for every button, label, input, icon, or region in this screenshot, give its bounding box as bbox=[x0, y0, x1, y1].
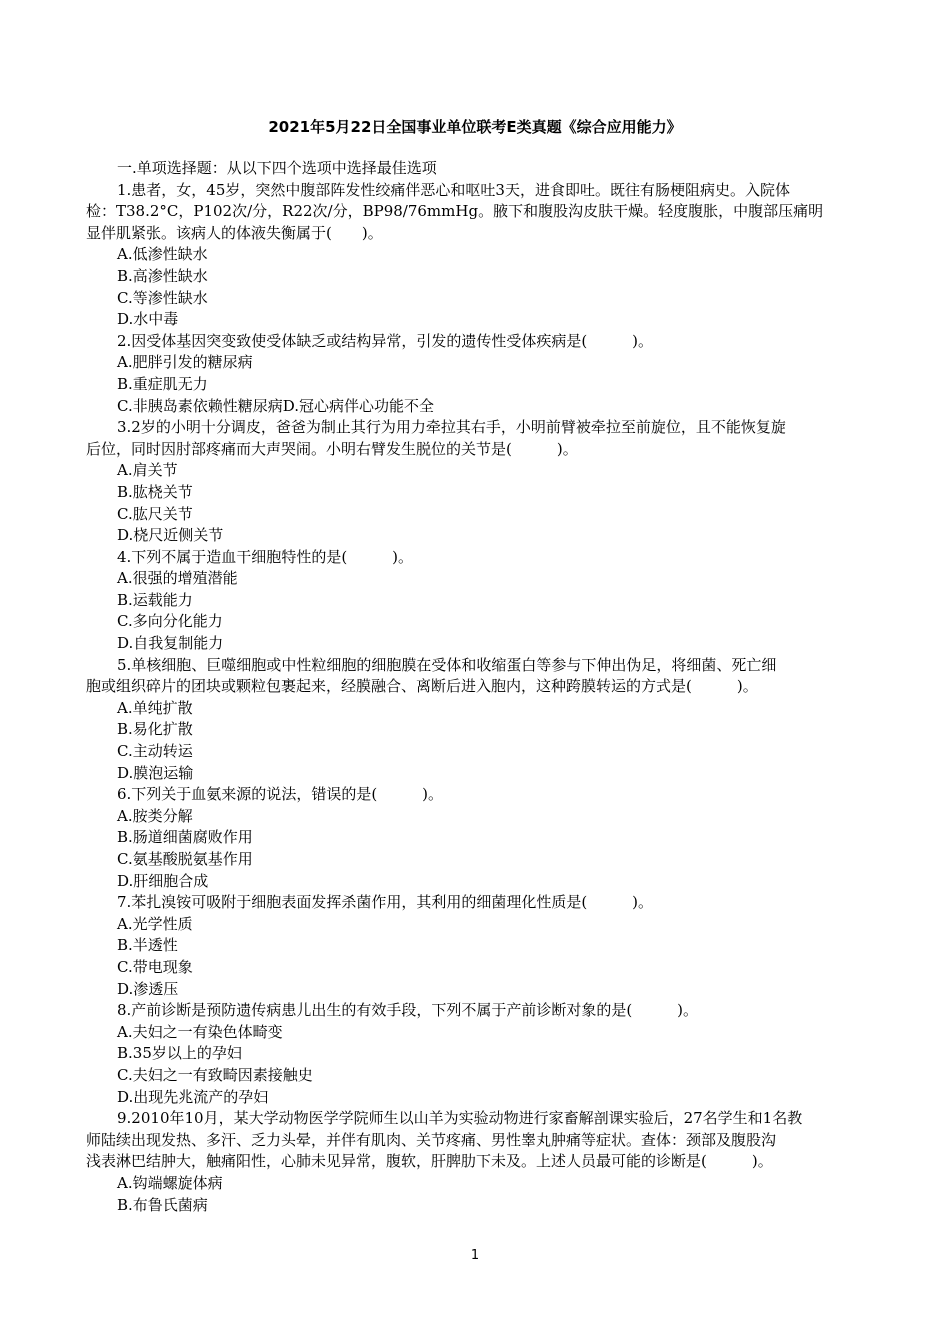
question-1-option-c: C.等渗性缺水 bbox=[117, 288, 208, 307]
question-9-line-1: 9.2010年10月，某大学动物医学学院师生以山羊为实验动物进行家畜解剖课实验后，27名学生和1名教 bbox=[117, 1109, 803, 1128]
question-5-line-1: 5.单核细胞、巨噬细胞或中性粒细胞的细胞膜在受体和收缩蛋白等参与下伸出伪足，将细菌、死亡细 bbox=[117, 655, 777, 674]
question-5-line-2: 胞或组织碎片的团块或颗粒包裹起来，经膜融合、离断后进入胞内，这种跨膜转运的方式是( )。 bbox=[86, 677, 758, 696]
section-heading: 一.单项选择题：从以下四个选项中选择最佳选项 bbox=[117, 159, 437, 177]
question-1-line-3: 显伴肌紧张。该病人的体液失衡属于( )。 bbox=[86, 223, 383, 242]
question-8-option-a: A.夫妇之一有染色体畸变 bbox=[117, 1022, 283, 1041]
question-3-option-d: D.桡尺近侧关节 bbox=[117, 526, 224, 545]
question-2-option-a: A.肥胖引发的糖尿病 bbox=[117, 353, 253, 372]
question-4-option-d: D.自我复制能力 bbox=[117, 634, 224, 653]
question-5-option-d: D.膜泡运输 bbox=[117, 763, 194, 782]
question-9-option-a: A.钩端螺旋体病 bbox=[117, 1173, 223, 1192]
question-5-option-a: A.单纯扩散 bbox=[117, 698, 193, 717]
question-7-option-a: A.光学性质 bbox=[117, 914, 193, 933]
question-3-line-2: 后位，同时因肘部疼痛而大声哭闹。小明右臂发生脱位的关节是( )。 bbox=[86, 439, 578, 458]
question-9-option-b: B.布鲁氏菌病 bbox=[117, 1195, 208, 1214]
page-number: 1 bbox=[470, 1248, 480, 1263]
question-1-line-2: 检：T38.2°C，P102次/分，R22次/分，BP98/76mmHg。腋下和腹股沟皮肤干燥。轻度腹胀，中腹部压痛明 bbox=[86, 202, 824, 221]
question-3-line-1: 3.2岁的小明十分调皮，爸爸为制止其行为用力牵拉其右手，小明前臂被牵拉至前旋位，且不能恢复旋 bbox=[117, 418, 786, 437]
question-6-option-d: D.肝细胞合成 bbox=[117, 871, 209, 890]
question-8-option-b: B.35岁以上的孕妇 bbox=[117, 1044, 242, 1063]
question-1-option-b: B.高渗性缺水 bbox=[117, 266, 208, 285]
question-3-option-a: A.肩关节 bbox=[117, 461, 178, 480]
question-8-option-d: D.出现先兆流产的孕妇 bbox=[117, 1087, 269, 1106]
question-2-option-c-d: C.非胰岛素依赖性糖尿病D.冠心病伴心功能不全 bbox=[117, 396, 434, 415]
question-5-option-b: B.易化扩散 bbox=[117, 720, 193, 739]
question-6-option-a: A.胺类分解 bbox=[117, 806, 193, 825]
question-4-option-a: A.很强的增殖潜能 bbox=[117, 569, 238, 588]
question-9-line-2: 师陆续出现发热、多汗、乏力头晕，并伴有肌肉、关节疼痛、男性睾丸肿痛等症状。查体：颈部及腹股沟 bbox=[86, 1130, 777, 1149]
question-7-line-1: 7.苯扎溴铵可吸附于细胞表面发挥杀菌作用，其利用的细菌理化性质是( )。 bbox=[117, 893, 654, 912]
question-4-line-1: 4.下列不属于造血干细胞特性的是( )。 bbox=[117, 547, 414, 566]
question-2-option-b: B.重症肌无力 bbox=[117, 374, 208, 393]
question-1-option-d: D.水中毒 bbox=[117, 310, 179, 329]
document-body bbox=[86, 158, 867, 1216]
question-3-option-b: B.肱桡关节 bbox=[117, 482, 193, 501]
question-7-option-d: D.渗透压 bbox=[117, 979, 179, 998]
question-4-option-c: C.多向分化能力 bbox=[117, 612, 223, 631]
question-3-option-c: C.肱尺关节 bbox=[117, 504, 193, 523]
document-title: 2021年5月22日全国事业单位联考E类真题《综合应用能力》 bbox=[268, 118, 682, 136]
question-4-option-b: B.运载能力 bbox=[117, 590, 193, 609]
question-6-option-c: C.氨基酸脱氨基作用 bbox=[117, 850, 253, 868]
question-9-line-3: 浅表淋巴结肿大，触痛阳性，心肺未见异常，腹软，肝脾肋下未及。上述人员最可能的诊断是( )。 bbox=[86, 1152, 773, 1171]
question-1-option-a: A.低渗性缺水 bbox=[117, 245, 208, 264]
question-8-line-1: 8.产前诊断是预防遗传病患儿出生的有效手段，下列不属于产前诊断对象的是( )。 bbox=[117, 1001, 699, 1020]
question-5-option-c: C.主动转运 bbox=[117, 742, 193, 761]
question-1-line-1: 1.患者，女，45岁，突然中腹部阵发性绞痛伴恶心和呕吐3天，进食即吐。既往有肠梗阻病史。入院体 bbox=[117, 180, 790, 199]
question-7-option-c: C.带电现象 bbox=[117, 957, 193, 976]
question-6-line-1: 6.下列关于血氨来源的说法，错误的是( )。 bbox=[117, 785, 444, 804]
question-7-option-b: B.半透性 bbox=[117, 936, 178, 955]
question-2-line-1: 2.因受体基因突变致使受体缺乏或结构异常，引发的遗传性受体疾病是( )。 bbox=[117, 331, 654, 350]
question-6-option-b: B.肠道细菌腐败作用 bbox=[117, 828, 253, 847]
question-8-option-c: C.夫妇之一有致畸因素接触史 bbox=[117, 1065, 313, 1084]
